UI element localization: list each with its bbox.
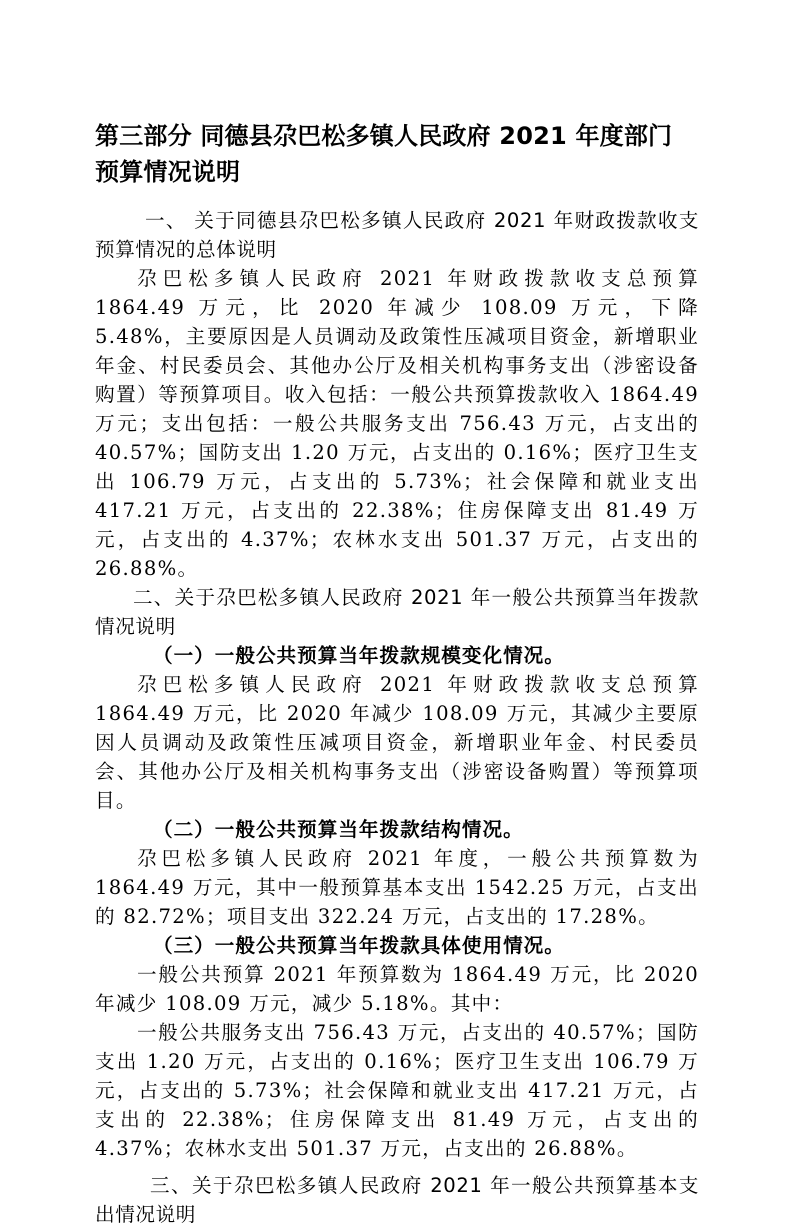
subsection-1-heading: （一）一般公共预算当年拨款规模变化情况。 [153,644,565,667]
subsection-2-paragraph: 尕巴松多镇人民政府 2021 年度，一般公共预算数为 1864.49 万元，其中一般预算基本支出 1542.25 万元，占支出的 82.72%；项目支出 322.24 万元，占支出的 17.28%。 [95,847,699,928]
subsection-2-heading: （二）一般公共预算当年拨款结构情况。 [153,818,524,841]
subsection-3-heading: （三）一般公共预算当年拨款具体使用情况。 [153,934,565,957]
section-1-heading: 一、 关于同德县尕巴松多镇人民政府 2021 年财政拨款收支预算情况的总体说明 [95,209,699,261]
document-title: 第三部分 同德县尕巴松多镇人民政府 2021 年度部门预算情况说明 [95,122,673,186]
section-3-heading: 三、关于尕巴松多镇人民政府 2021 年一般公共预算基本支出情况说明 [95,1174,699,1226]
subsection-3-paragraph-1: 一般公共预算 2021 年预算数为 1864.49 万元，比 2020 年减少 108.09 万元，减少 5.18%。其中： [95,963,699,1015]
section-2-heading: 二、关于尕巴松多镇人民政府 2021 年一般公共预算当年拨款情况说明 [95,586,699,638]
section-1-paragraph: 尕巴松多镇人民政府 2021 年财政拨款收支总预算 1864.49 万元，比 2020 年减少 108.09 万元，下降 5.48%，主要原因是人员调动及政策性压减项目资金，新增职业年金、村民委员会、其他办公厅及相关机构事务支出（涉密设备购置）等预算项目。收入包括：一般公共预算拨款收入 1864.49 万元；支出包括：一般公共服务支出 756.43 万元，占支出的 40.57%；国防支出 1.20 万元，占支出的 0.16%；医疗卫生支出 106.79 万元，占支出的 5.73%；社会保障和就业支出 417.21 万元，占支出的 22.38%；住房保障支出 81.49 万元，占支出的 4.37%；农林水支出 501.37 万元，占支出的 26.88%。 [95,267,699,580]
subsection-1-paragraph: 尕巴松多镇人民政府 2021 年财政拨款收支总预算 1864.49 万元，比 2020 年减少 108.09 万元，其减少主要原因人员调动及政策性压减项目资金，新增职业年金、村民委员会、其他办公厅及相关机构事务支出（涉密设备购置）等预算项目。 [95,673,699,812]
document-body [95,206,699,1229]
subsection-3-paragraph-2: 一般公共服务支出 756.43 万元，占支出的 40.57%；国防支出 1.20 万元，占支出的 0.16%；医疗卫生支出 106.79 万元，占支出的 5.73%；社会保障和就业支出 417.21 万元，占支出的 22.38%；住房保障支出 81.49 万元，占支出的 4.37%；农林水支出 501.37 万元，占支出的 26.88%。 [95,1021,699,1160]
